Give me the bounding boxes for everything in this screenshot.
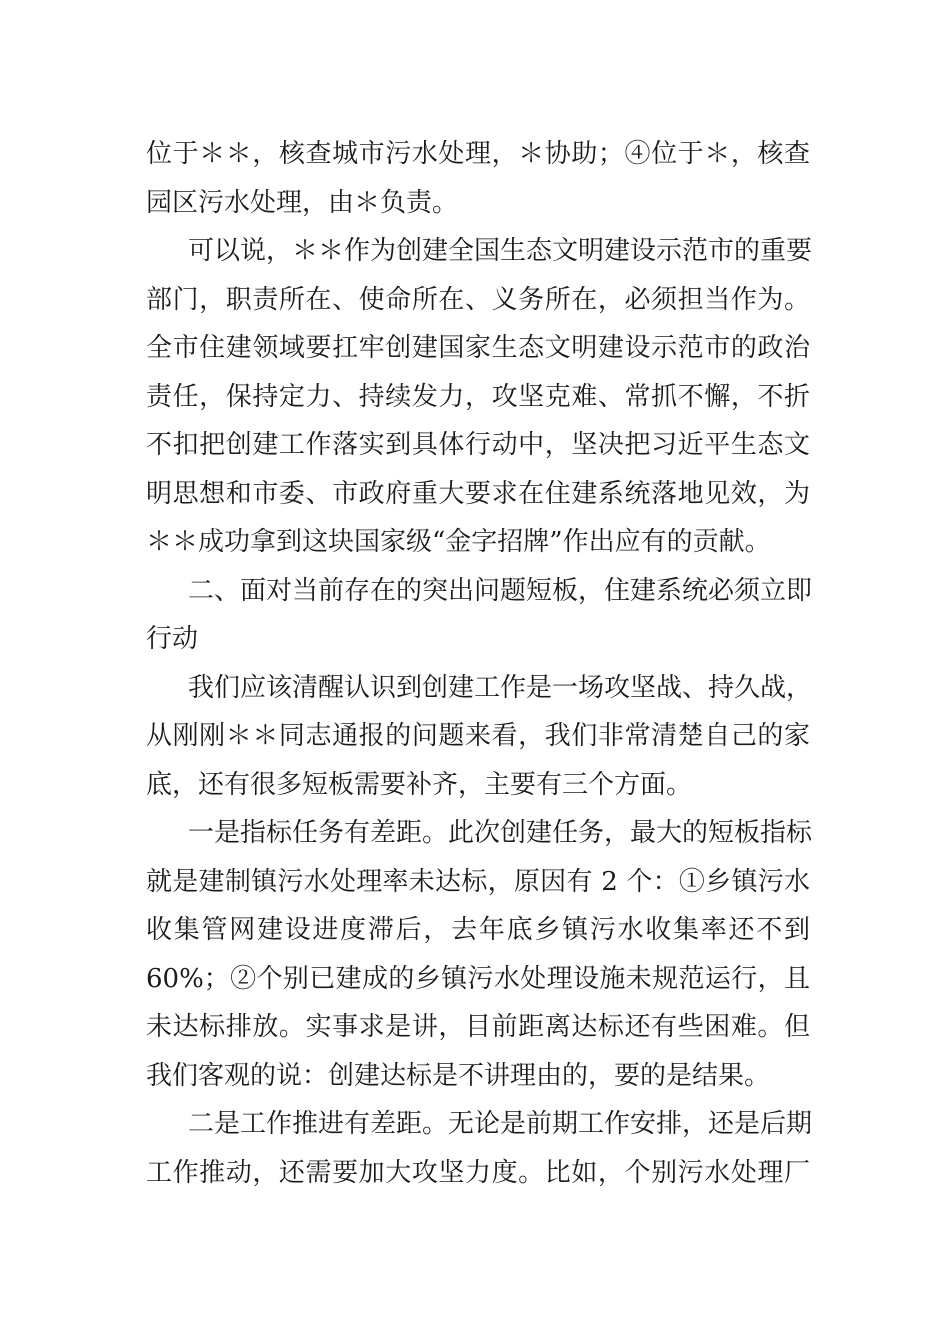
text-line: 园区污水处理，由＊负责。 [146,187,459,218]
text-line: 全市住建领域要扛牢创建国家生态文明建设示范市的政治 [146,333,810,363]
text-line: 工作推动，还需要加大攻坚力度。比如，个别污水处理厂 [146,1157,810,1188]
text-line: 明思想和市委、市政府重大要求在住建系统落地见效，为 [146,478,810,509]
text-line: 二是工作推进有差距。无论是前期工作安排，还是后期 [188,1109,813,1139]
text-line: 位于＊＊，核查城市污水处理，＊协助；④位于＊，核查 [146,139,810,169]
text-line: 收集管网建设进度滞后，去年底乡镇污水收集率还不到 [146,915,810,945]
text-line: 就是建制镇污水处理率未达标，原因有 2 个：①乡镇污水 [146,866,810,897]
text-line: 未达标排放。实事求是讲，目前距离达标还有些困难。但 [146,1012,810,1042]
text-line: 不扣把创建工作落实到具体行动中，坚决把习近平生态文 [146,430,810,460]
text-line: 我们应该清醒认识到创建工作是一场攻坚战、持久战， [188,672,813,703]
text-line: 60%；②个别已建成的乡镇污水处理设施未规范运行，且 [146,963,810,994]
section-heading-cont: 行动 [146,624,199,654]
body-text [146,130,813,1197]
text-line: 我们客观的说：创建达标是不讲理由的，要的是结果。 [146,1060,771,1091]
text-line: 可以说，＊＊作为创建全国生态文明建设示范市的重要 [188,236,813,266]
text-line: 一是指标任务有差距。此次创建任务，最大的短板指标 [188,818,813,848]
text-line: 责任，保持定力、持续发力，攻坚克难、常抓不懈，不折 [146,381,810,412]
text-line: ＊＊成功拿到这块国家级“金字招牌”作出应有的贡献。 [146,527,771,557]
text-line: 底，还有很多短板需要补齐，主要有三个方面。 [146,769,693,800]
text-line: 从刚刚＊＊同志通报的问题来看，我们非常清楚自己的家 [146,721,810,751]
text-line: 部门，职责所在、使命所在、义务所在，必须担当作为。 [146,284,810,315]
section-heading: 二、面对当前存在的突出问题短板，住建系统必须立即 [188,575,813,606]
